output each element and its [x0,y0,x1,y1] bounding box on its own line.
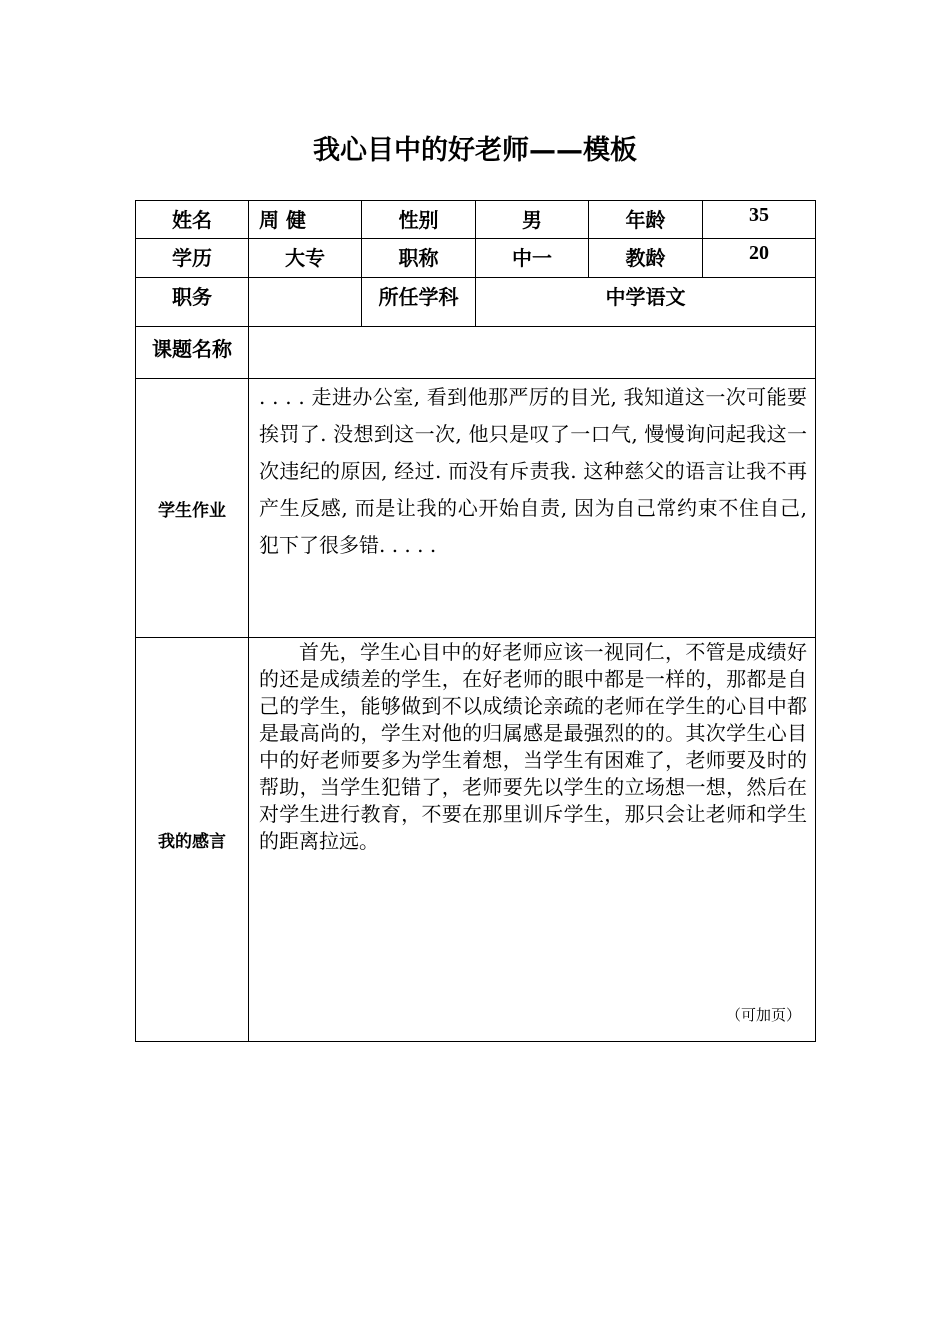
info-row-3 [136,278,816,327]
reflection-cell [249,638,816,1042]
subject-value: 中学语文 [476,278,816,327]
gender-value: 男 [476,201,589,239]
position-value [249,278,362,327]
rank-label: 职称 [362,239,476,278]
reflection-text: 首先，学生心目中的好老师应该一视同仁，不管是成绩好的还是成绩差的学生，在好老师的眼中都是一样的，那都是自己的学生，能够做到不以成绩论亲疏的老师在学生的心目中都是最高尚的，学生对他的归属感是最强烈的的。其次学生心目中的好老师要多为学生着想，当学生有困难了，老师要及时的帮助，当学生犯错了，老师要先以学生的立场想一想，然后在对学生进行教育，不要在那里训斥学生，那只会让老师和学生的距离拉远。 [259,640,807,853]
teaching-years-value: 20 [703,239,816,278]
subject-label: 所任学科 [362,278,476,327]
topic-value [249,327,816,379]
education-label: 学历 [136,239,249,278]
age-value: 35 [703,201,816,239]
homework-label: 学生作业 [136,379,249,638]
name-label: 姓名 [136,201,249,239]
homework-row [136,379,816,638]
name-value: 周 健 [249,201,362,239]
teaching-years-label: 教龄 [589,239,703,278]
topic-label: 课题名称 [136,327,249,379]
teacher-info-table [135,200,816,1042]
info-row-1 [136,201,816,239]
age-label: 年龄 [589,201,703,239]
homework-text: . . . . 走进办公室, 看到他那严厉的目光, 我知道这一次可能要挨罚了. 没想到这一次, 他只是叹了一口气, 慢慢询问起我这一次违纪的原因, 经过. 而没有斥责我. 这种慈父的语言让我不再产生反感, 而是让我的心开始自责, 因为自己常约束不住自己, 犯下了很多错. . . . . [249,379,816,638]
info-row-2 [136,239,816,278]
education-value: 大专 [249,239,362,278]
reflection-label: 我的感言 [136,638,249,1042]
rank-value: 中一 [476,239,589,278]
position-label: 职务 [136,278,249,327]
page-title: 我心目中的好老师——模板 [313,135,637,166]
topic-row [136,327,816,379]
gender-label: 性别 [362,201,476,239]
add-page-note: （可加页） [725,1006,801,1024]
reflection-row [136,638,816,1042]
